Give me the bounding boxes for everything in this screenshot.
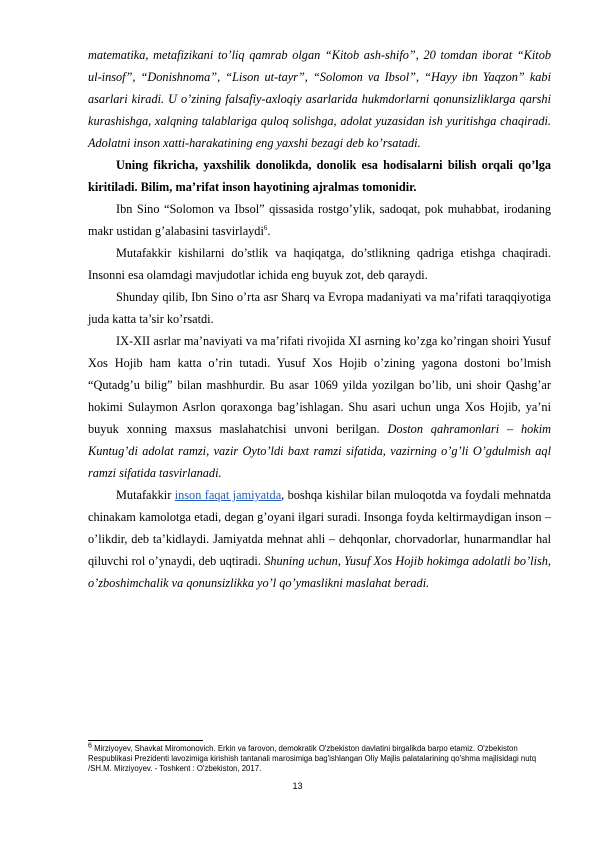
paragraph-7-text: , boshqa kishilar bilan muloqotda va foydali mehnatda chinakam kamolotga etadi, degan g’oyani ilgari suradi. Insonga foyda keltirmaydigan inson – o’likdir, deb ta’kidlaydi. Jamiyatda mehnat ahli – dehqonlar, chorvadorlar, hunarmandlar hal qiluvchi rol o’ynaydi, deb uqtiradi. [88,488,552,568]
paragraph-3 [88,198,551,242]
body-text [88,44,551,594]
paragraph-7-start: Mutafakkir [116,488,172,502]
footnote-text: Mirziyoyev, Shavkat Miromonovich. Erkin va farovon, demokratik O'zbekiston davlatini birgalikda barpo etamiz. O'zbekiston Respublikasi Prezidenti lavozimiga kirishish tantanali marosimiga bag'ishlangan Oliy Majlis palatalarining qo'shma majlisidagi nutq /SH.M. Mirziyoyev. - Toshkent : O'zbekiston, 2017. [88,744,537,773]
paragraph-2: Uning fikricha, yaxshilik donolikda, donolik esa hodisalarni bilish orqali qo’lga kiritiladi. Bilim, ma’rifat inson hayotining ajralmas tomonidir. [88,158,551,194]
paragraph-7-italic: Shuning uchun, Yusuf Xos Hojib hokimga adolatli bo’lish, o’zboshimchalik va qonunsizlikka yo’l qo’ymaslikni maslahat beradi. [88,554,552,590]
footnote [88,744,551,774]
paragraph-6-text: IX-XII asrlar ma’naviyati va ma’rifati rivojida XI asrning ko’zga ko’ringan shoiri Yusuf Xos Hojib ham katta o’rin tutadi. Yusuf Xos Hojib o’zining yagona dostoni bo’lmish “Qutadg’u bilig” bilan mashhurdir. Bu asar 1069 yilda yozilgan bo’lib, uni shoir Qashg’ar hokimi Sulaymon Asrlon qoraxonga bag’ishlagan. Shu asari uchun unga Xos Hojib, ya’ni buyuk xonning maxsus maslahatchisi unvoni berilgan. [88,334,551,436]
paragraph-1: matematika, metafizikani to’liq qamrab olgan “Kitob ash-shifo”, 20 tomdan iborat “Kitob ul-insof”, “Donishnoma”, “Lison ut-tayr”, “Solomon va Ibsol”, “Hayy ibn Yaqzon” kabi asarlari kiradi. U o’zining falsafiy-axloqiy asarlarida hukmdorlarni qonunsizliklarga qarshi kurashishga, xalqning talablariga quloq solishga, adolat yuzasidan ish yuritishga chaqiradi. Adolatni inson xatti-harakatining eng yaxshi bezagi deb ko’rsatadi. [88,48,551,150]
footnote-divider [88,740,203,741]
paragraph-7 [88,484,551,594]
paragraph-5: Shunday qilib, Ibn Sino o’rta asr Sharq va Evropa madaniyati va ma’rifati taraqqiyotiga juda katta ta’sir ko’rsatdi. [88,290,551,326]
paragraph-6 [88,330,551,484]
paragraph-4: Mutafakkir kishilarni do’stlik va haqiqatga, do’stlikning qadriga etishga chaqiradi. Insonni esa olamdagi mavjudotlar ichida eng buyuk zot, deb qaraydi. [88,246,551,282]
paragraph-3-end: . [267,224,271,238]
footnote-ref: 6 [263,223,268,232]
footnote-number: 6 [88,742,92,750]
paragraph-6-italic: Doston qahramonlari – hokim Kuntug’di adolat ramzi, vazir Oyto’ldi baxt ramzi sifatida, vazirning o’g’li O’gdulmish aql ramzi sifatida tasvirlanadi. [88,422,552,480]
inline-link[interactable]: inson faqat jamiyatda [174,488,282,502]
paragraph-3-text: Ibn Sino “Solomon va Ibsol” qissasida rostgo’ylik, sadoqat, pok muhabbat, irodaning makr ustidan g’alabasini tasvirlaydi [88,202,551,238]
page-number: 13 [292,781,303,791]
